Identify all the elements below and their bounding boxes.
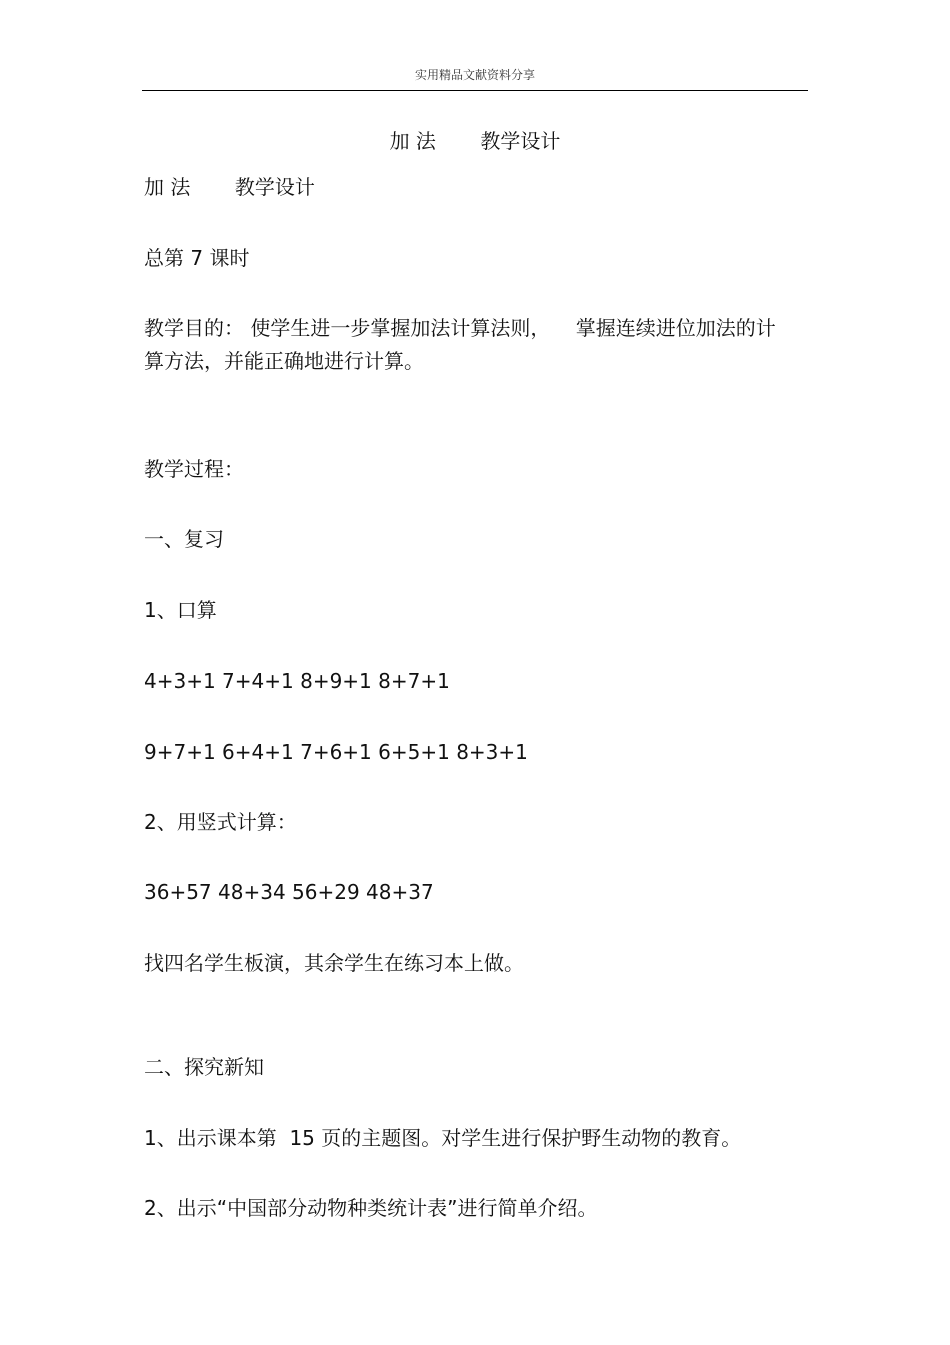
explore-step-1: 1、出示课本第 15 页的主题图。对学生进行保护野生动物的教育。 — [144, 1126, 742, 1150]
section-review-heading: 一、复习 — [144, 527, 224, 551]
board-instruction: 找四名学生板演，其余学生在练习本上做。 — [144, 951, 524, 975]
vertical-calc-heading: 2、用竖式计算： — [144, 810, 297, 834]
process-heading: 教学过程： — [144, 457, 244, 481]
page-header-text: 实用精品文献资料分享 — [414, 68, 535, 82]
objective-line-1: 教学目的： 使学生进一步掌握加法计算法则， 掌握连续进位加法的计 — [144, 316, 776, 340]
teaching-objective — [144, 312, 808, 378]
subtitle-line: 加 法 教学设计 — [144, 175, 315, 199]
document-title: 加 法 教学设计 — [389, 129, 561, 153]
explore-step-2: 2、出示“中国部分动物种类统计表”进行简单介绍。 — [144, 1196, 598, 1220]
vertical-calc-row: 36+57 48+34 56+29 48+37 — [144, 880, 434, 904]
lesson-number: 总第 7 课时 — [144, 246, 250, 270]
section-explore-heading: 二、探究新知 — [144, 1055, 264, 1079]
mental-math-row-1: 4+3+1 7+4+1 8+9+1 8+7+1 — [144, 669, 450, 693]
header-divider — [142, 90, 808, 91]
objective-line-2: 算方法，并能正确地进行计算。 — [144, 349, 424, 373]
mental-math-row-2: 9+7+1 6+4+1 7+6+1 6+5+1 8+3+1 — [144, 740, 528, 764]
mental-math-heading: 1、口算 — [144, 598, 217, 622]
